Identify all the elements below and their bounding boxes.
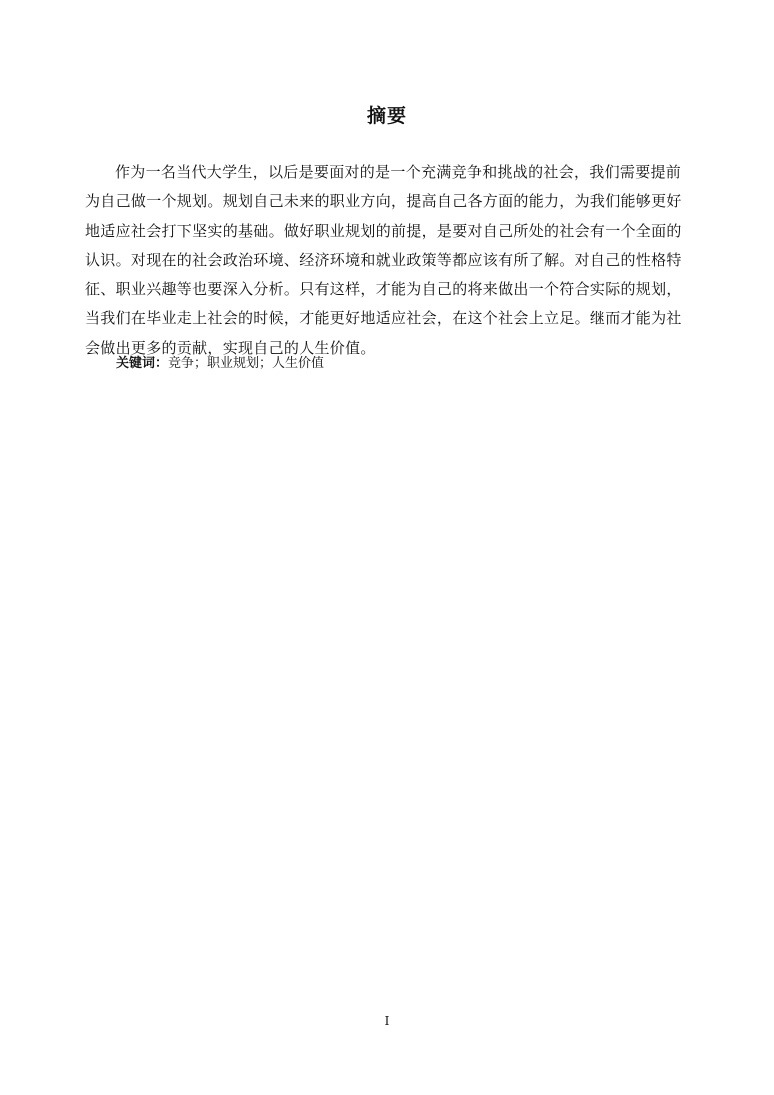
abstract-line: 当我们在毕业走上社会的时候，才能更好地适应社会，在这个社会上立足。继而才能为社: [85, 309, 682, 328]
page-number: I: [384, 1014, 390, 1028]
abstract-line: 征、职业兴趣等也要深入分析。只有这样，才能为自己的将来做出一个符合实际的规划，: [85, 280, 682, 299]
page-title: 摘要: [366, 105, 407, 127]
keywords-value: 竞争；职业规划；人生价值: [168, 356, 325, 371]
abstract-line: 地适应社会打下坚实的基础。做好职业规划的前提，是要对自己所处的社会有一个全面的: [85, 221, 682, 240]
abstract-line: 作为一名当代大学生，以后是要面对的是一个充满竞争和挑战的社会，我们需要提前: [115, 163, 682, 181]
keywords-label: 关键词：: [116, 356, 169, 371]
keywords-line: [116, 352, 324, 371]
abstract-line: 会做出更多的贡献，实现自己的人生价值。: [85, 338, 376, 357]
abstract-line: 为自己做一个规划。规划自己未来的职业方向，提高自己各方面的能力，为我们能够更好: [85, 192, 682, 211]
abstract-line: 认识。对现在的社会政治环境、经济环境和就业政策等都应该有所了解。对自己的性格特: [85, 250, 682, 269]
abstract-body: [85, 158, 687, 363]
